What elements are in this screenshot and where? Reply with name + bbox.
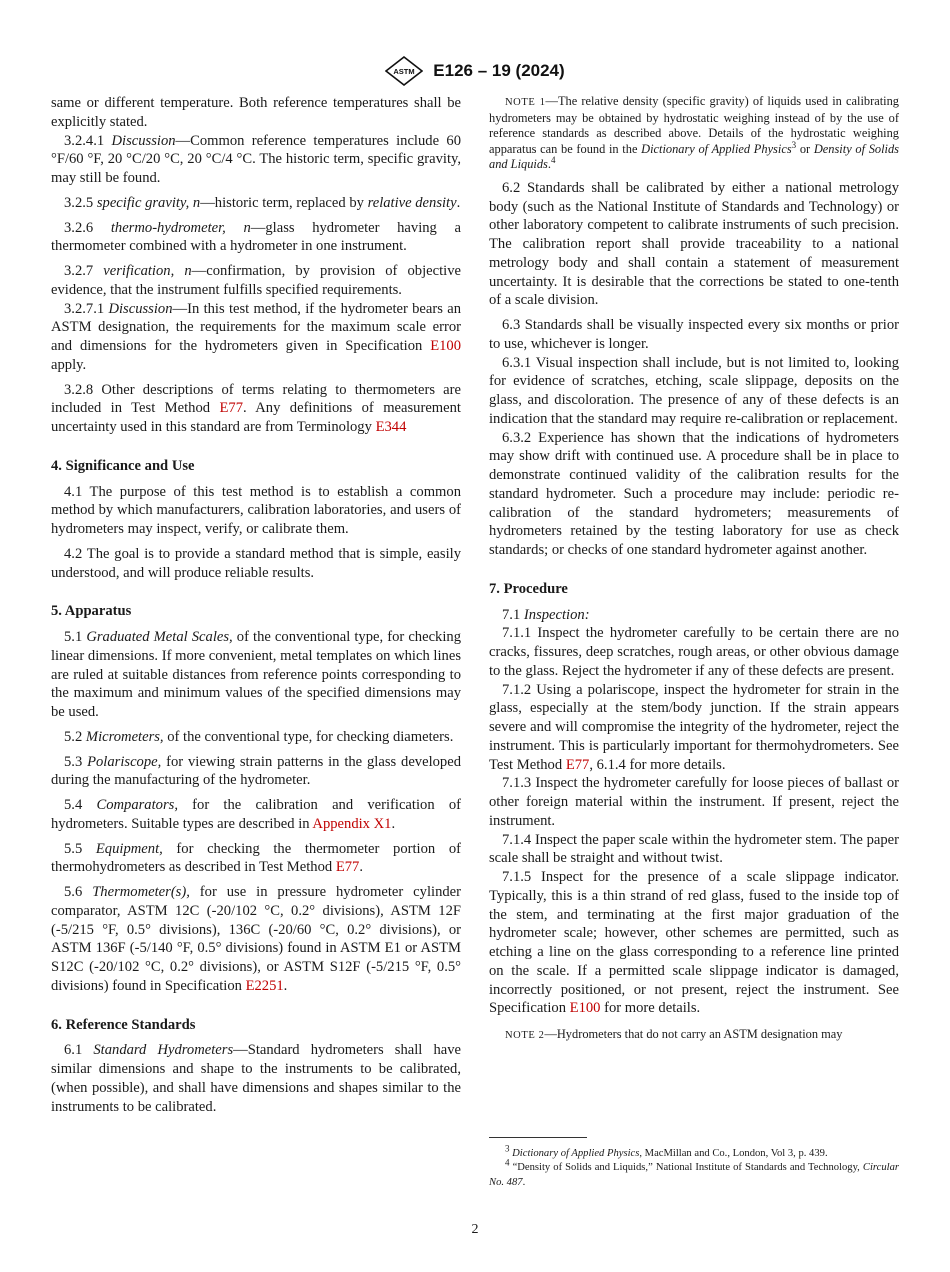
footnote-divider [489, 1137, 587, 1138]
note-2: NOTE 2—Hydrometers that do not carry an ASTM designation may [505, 1027, 843, 1042]
paragraph-4-1: 4.1 The purpose of this test method is to establish a common method by which manufacturers, calibration laboratories, and users of hydrometers may inspect, verify, or calibrate them. [51, 483, 461, 537]
paragraph-5-5: 5.5 Equipment, for checking the thermometer portion of thermohydrometers as described in Test Method E77. [51, 840, 461, 876]
section-7-heading: 7. Procedure [489, 580, 568, 597]
paragraph-7-1-4: 7.1.4 Inspect the paper scale within the hydrometer stem. The paper scale shall be straight and without twist. [489, 831, 899, 867]
link-e100[interactable]: E100 [569, 1000, 601, 1017]
paragraph-7-1: 7.1 Inspection: [502, 606, 590, 623]
svg-text:ASTM: ASTM [393, 67, 415, 76]
right-column [489, 94, 899, 1044]
link-appendix-x1[interactable]: Appendix X1 [312, 815, 392, 832]
left-column [51, 94, 461, 1116]
paragraph-7-1-3: 7.1.3 Inspect the hydrometer carefully for loose pieces of ballast or other foreign material within the instrument. If present, reject the instrument. [489, 775, 899, 829]
paragraph-5-6: 5.6 Thermometer(s), for use in pressure hydrometer cylinder comparator, ASTM 12C (-20/102 °C, 0.2° divisions), ASTM 12F (-5/215 °F, 0.5° divisions), 136C (-20/60 °C, 0.2° divisions), or ASTM 136F (-5/140 °F, 0.5° divisions) found in ASTM E1 or ASTM S12C (-20/102 °C, 0.2° divisions), or ASTM S12F (-5/215 °F, 0.5° divisions) found in Specification E2251. [51, 884, 461, 994]
note-1: NOTE 1—The relative density (specific gravity) of liquids used in calibrating hydrometers may be obtained by hydrostatic weighing instead of by the use of reference standards as described above. Details of the hydrostatic weighing apparatus can be found in the Dictionary of Applied Physics$^3$ or Density of Solids and Liquids.$^4$ [489, 94, 899, 172]
paragraph-continuation: same or different temperature. Both reference temperatures shall be explicitly stated. [51, 95, 461, 130]
paragraph-3-2-8: 3.2.8 Other descriptions of terms relating to thermometers are included in Test Method E77. Any definitions of measurement uncertainty used in this standard are from Terminology E344 [51, 381, 461, 435]
paragraph-5-2: 5.2 Micrometers, of the conventional type, for checking diameters. [64, 728, 454, 745]
paragraph-7-1-5: 7.1.5 Inspect for the presence of a scale slippage indicator. Typically, this is a thin strand of red glass, fused to the inside top of the stem, and terminating at the first major graduation of the hydrometer scale; however, other schemes are permitted, such as etching a line on the glass corresponding to a reference line printed on the scale. If a permitted scale slippage indicator is damaged, incorrectly positioned, or not present, reject the instrument. See Specification E100 for more details. [489, 869, 899, 1017]
paragraph-5-4: 5.4 Comparators, for the calibration and verification of hydrometers. Suitable types are described in Appendix X1. [51, 797, 461, 832]
page-header [0, 56, 950, 86]
paragraph-3-2-6: 3.2.6 thermo-hydrometer, n—glass hydrometer having a thermometer combined with a hydrometer in one instrument. [51, 219, 461, 255]
footnotes [489, 1143, 899, 1190]
astm-logo-icon [385, 56, 423, 86]
paragraph-5-3: 5.3 Polariscope, for viewing strain patterns in the glass developed during the manufacturing of the hydrometer. [51, 753, 461, 789]
paragraph-3-2-5: 3.2.5 specific gravity, n—historic term, replaced by relative density. [64, 194, 461, 211]
paragraph-3-2-7: 3.2.7 verification, n—confirmation, by provision of objective evidence, that the instrument fulfills specified requirements. [51, 263, 461, 298]
link-e77[interactable]: E77 [335, 859, 360, 876]
link-e344[interactable]: E344 [375, 419, 407, 435]
link-e77[interactable]: E77 [219, 400, 243, 417]
paragraph-6-2: 6.2 Standards shall be calibrated by either a national metrology body (such as the National Institute of Standards and Technology) or other laboratory competent to calibrate instruments of such precision. The calibration report shall provide traceability to a national metrology body and shall contain a statement of measurement uncertainty. It is desirable that the corrections be stated to one-tenth of a scale division. [489, 179, 899, 309]
link-e77[interactable]: E77 [565, 756, 590, 773]
paragraph-6-3-1: 6.3.1 Visual inspection shall include, but is not limited to, looking for evidence of scratches, etching, scale slippage, deposits on the glass, and discoloration. The presence of any of these defects is an indication that the standard may require re-calibration or replacement. [489, 354, 899, 427]
section-5-heading: 5. Apparatus [51, 603, 132, 620]
paragraph-5-1: 5.1 Graduated Metal Scales, of the conventional type, for checking linear dimensions. If more convenient, metal templates on which lines are ruled at suitable distances from reference points corresponding to the maximum and minimum values of the specified dimensions may be used. [51, 629, 461, 720]
paragraph-3-2-4-1: 3.2.4.1 Discussion—Common reference temperatures include 60 °F/60 °F, 20 °C/20 °C, 20 °C/4 °C. The historic term, specific gravity, may still be found. [51, 132, 461, 186]
section-6-heading: 6. Reference Standards [51, 1016, 196, 1033]
paragraph-6-3: 6.3 Standards shall be visually inspected every six months or prior to use, whichever is longer. [489, 317, 899, 352]
footnote-3: $^3$ Dictionary of Applied Physics, MacMillan and Co., London, Vol 3, p. 439. [505, 1143, 828, 1159]
paragraph-7-1-1: 7.1.1 Inspect the hydrometer carefully to be certain there are no cracks, fissures, deep scratches, rough areas, or other obvious damage to the glass. Reject the hydrometer if any of these defects are present. [489, 625, 899, 679]
link-e2251[interactable]: E2251 [245, 977, 284, 994]
link-e100[interactable]: E100 [430, 338, 461, 354]
document-designation: E126 – 19 (2024) [433, 61, 565, 80]
paragraph-6-1: 6.1 Standard Hydrometers—Standard hydrometers shall have similar dimensions and shape to the instruments to be calibrated, (when possible), and shall have dimensions and shapes similar to the instruments to be calibrated. [51, 1042, 461, 1115]
paragraph-6-3-2: 6.3.2 Experience has shown that the indications of hydrometers may show drift with continued use. A procedure shall be in place to demonstrate continued validity of the calibration results for the standard hydrometer. Such a procedure may include: periodic re-calibration of the standard hydrometers; measurements of hydrometers retained by the testing laboratory for use as check standards; or checks of one standard hydrometer against another. [489, 429, 899, 559]
paragraph-7-1-2: 7.1.2 Using a polariscope, inspect the hydrometer for strain in the glass, especially at the stem/body junction. If the strain appears severe and will compromise the integrity of the hydrometer, reject the instrument. This is particularly important for thermohydrometers. See Test Method E77, 6.1.4 for more details. [489, 681, 899, 773]
section-4-heading: 4. Significance and Use [51, 457, 195, 474]
footnote-4: $^4$ “Density of Solids and Liquids,” National Institute of Standards and Technology, Circular No. 487. [489, 1157, 899, 1188]
paragraph-3-2-7-1: 3.2.7.1 Discussion—In this test method, if the hydrometer bears an ASTM designation, the requirements for the maximum scale error and dimensions for the hydrometers given in Specification E100 apply. [51, 300, 461, 373]
paragraph-4-2: 4.2 The goal is to provide a standard method that is simple, easily understood, and will produce reliable results. [51, 545, 461, 581]
page-number: 2 [471, 1222, 479, 1237]
